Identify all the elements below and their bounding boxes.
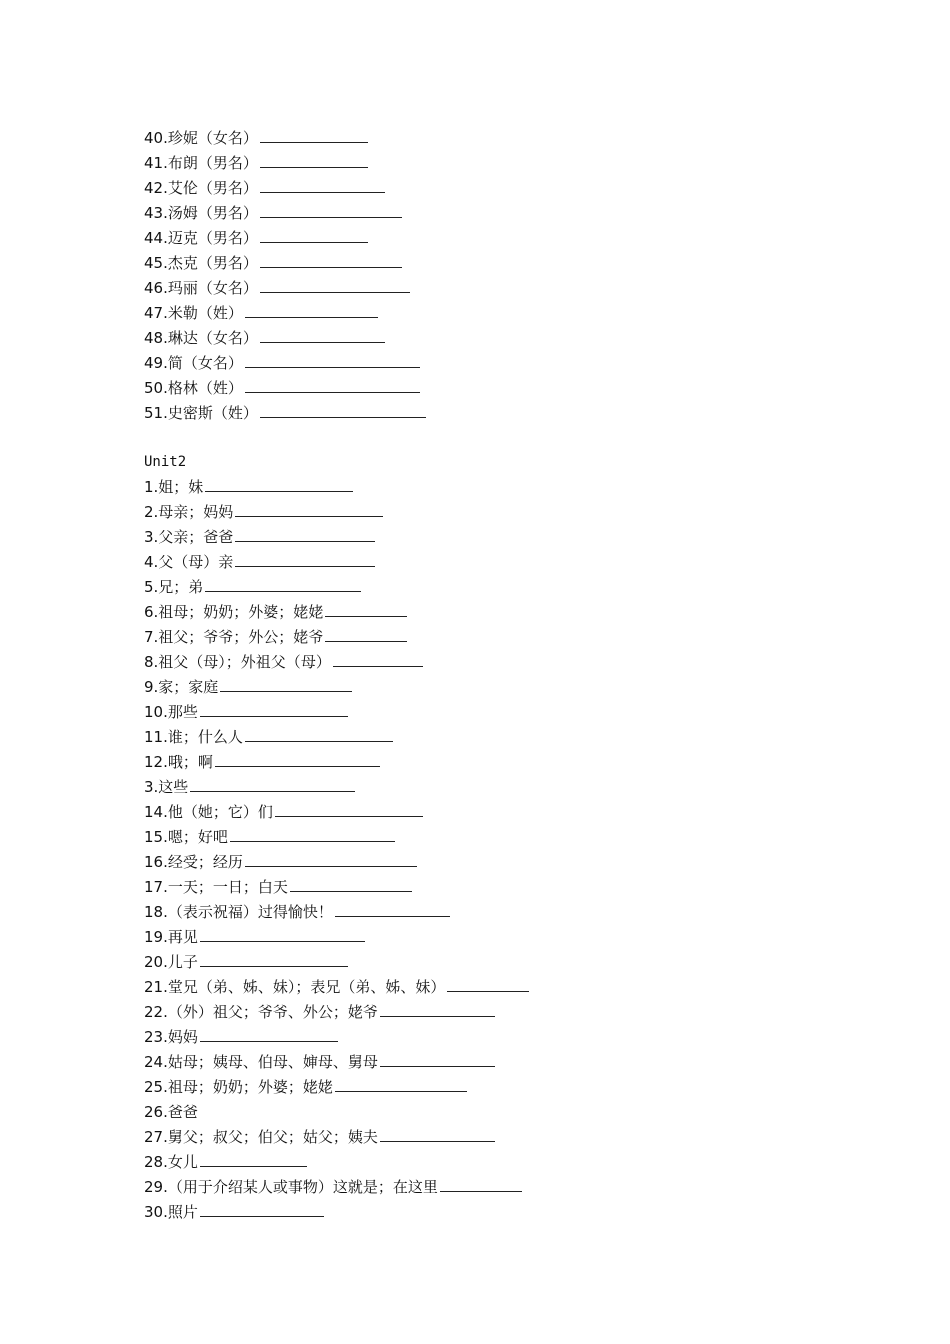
vocab-item bbox=[144, 151, 844, 176]
vocab-prompt: 30.照片 bbox=[144, 1203, 198, 1221]
vocab-item bbox=[144, 1025, 844, 1050]
vocab-prompt: 48.琳达（女名） bbox=[144, 329, 258, 347]
vocab-prompt: 7.祖父；爷爷；外公；姥爷 bbox=[144, 628, 324, 646]
vocab-item bbox=[144, 326, 844, 351]
vocab-prompt: 44.迈克（男名） bbox=[144, 229, 258, 247]
answer-blank[interactable] bbox=[260, 228, 368, 243]
vocab-prompt: 26.爸爸 bbox=[144, 1103, 198, 1121]
vocab-item bbox=[144, 725, 844, 750]
vocab-prompt: 2.母亲；妈妈 bbox=[144, 503, 234, 521]
vocab-prompt: 23.妈妈 bbox=[144, 1028, 198, 1046]
vocab-item bbox=[144, 1125, 844, 1150]
vocab-prompt: 8.祖父（母）；外祖父（母） bbox=[144, 653, 331, 671]
answer-blank[interactable] bbox=[260, 278, 410, 293]
vocab-prompt: 25.祖母；奶奶；外婆；姥姥 bbox=[144, 1078, 333, 1096]
vocab-prompt: 45.杰克（男名） bbox=[144, 254, 258, 272]
vocab-prompt: 14.他（她；它）们 bbox=[144, 803, 273, 821]
vocab-prompt: 16.经受；经历 bbox=[144, 853, 243, 871]
vocab-item bbox=[144, 351, 844, 376]
vocab-item bbox=[144, 525, 844, 550]
answer-blank[interactable] bbox=[235, 502, 383, 517]
answer-blank[interactable] bbox=[230, 827, 395, 842]
vocab-item bbox=[144, 301, 844, 326]
vocab-prompt: 49.简（女名） bbox=[144, 354, 243, 372]
vocab-item bbox=[144, 625, 844, 650]
answer-blank[interactable] bbox=[335, 902, 450, 917]
vocab-prompt: 10.那些 bbox=[144, 703, 198, 721]
vocab-item bbox=[144, 500, 844, 525]
vocab-item bbox=[144, 875, 844, 900]
answer-blank[interactable] bbox=[235, 527, 375, 542]
vocab-item bbox=[144, 376, 844, 401]
answer-blank[interactable] bbox=[275, 802, 423, 817]
vocab-item bbox=[144, 401, 844, 426]
vocab-item bbox=[144, 825, 844, 850]
vocab-item bbox=[144, 800, 844, 825]
vocab-item bbox=[144, 775, 844, 800]
vocab-prompt: 41.布朗（男名） bbox=[144, 154, 258, 172]
answer-blank[interactable] bbox=[200, 1152, 307, 1167]
vocab-prompt: 3.这些 bbox=[144, 778, 189, 796]
answer-blank[interactable] bbox=[290, 877, 412, 892]
vocab-list-names bbox=[144, 126, 844, 426]
vocab-item bbox=[144, 650, 844, 675]
answer-blank[interactable] bbox=[380, 1052, 495, 1067]
answer-blank[interactable] bbox=[205, 477, 353, 492]
answer-blank[interactable] bbox=[325, 602, 407, 617]
answer-blank[interactable] bbox=[260, 328, 385, 343]
vocab-item bbox=[144, 975, 844, 1000]
answer-blank[interactable] bbox=[200, 952, 348, 967]
vocab-item bbox=[144, 575, 844, 600]
answer-blank[interactable] bbox=[200, 1027, 338, 1042]
vocab-item bbox=[144, 1075, 844, 1100]
answer-blank[interactable] bbox=[245, 353, 420, 368]
answer-blank[interactable] bbox=[380, 1002, 495, 1017]
worksheet bbox=[144, 126, 844, 1225]
answer-blank[interactable] bbox=[447, 977, 529, 992]
vocab-item bbox=[144, 475, 844, 500]
answer-blank[interactable] bbox=[260, 128, 368, 143]
vocab-prompt: 24.姑母；姨母、伯母、婶母、舅母 bbox=[144, 1053, 378, 1071]
vocab-item bbox=[144, 700, 844, 725]
answer-blank[interactable] bbox=[245, 303, 378, 318]
vocab-prompt: 15.嗯；好吧 bbox=[144, 828, 228, 846]
answer-blank[interactable] bbox=[215, 752, 380, 767]
vocab-prompt: 17.一天；一日；白天 bbox=[144, 878, 288, 896]
vocab-prompt: 40.珍妮（女名） bbox=[144, 129, 258, 147]
vocab-item bbox=[144, 850, 844, 875]
vocab-prompt: 9.家；家庭 bbox=[144, 678, 219, 696]
vocab-item bbox=[144, 675, 844, 700]
vocab-prompt: 50.格林（姓） bbox=[144, 379, 243, 397]
answer-blank[interactable] bbox=[245, 378, 420, 393]
vocab-item bbox=[144, 925, 844, 950]
vocab-item bbox=[144, 276, 844, 301]
vocab-prompt: 11.谁；什么人 bbox=[144, 728, 243, 746]
answer-blank[interactable] bbox=[200, 702, 348, 717]
answer-blank[interactable] bbox=[260, 253, 402, 268]
vocab-list-unit2 bbox=[144, 475, 844, 1225]
vocab-item bbox=[144, 1000, 844, 1025]
answer-blank[interactable] bbox=[245, 852, 417, 867]
vocab-item bbox=[144, 226, 844, 251]
answer-blank[interactable] bbox=[260, 178, 385, 193]
vocab-prompt: 1.姐；妹 bbox=[144, 478, 204, 496]
vocab-prompt: 4.父（母）亲 bbox=[144, 553, 234, 571]
vocab-item bbox=[144, 950, 844, 975]
unit-heading: Unit2 bbox=[144, 454, 187, 470]
vocab-prompt: 19.再见 bbox=[144, 928, 198, 946]
vocab-prompt: 20.儿子 bbox=[144, 953, 198, 971]
vocab-prompt: 28.女儿 bbox=[144, 1153, 198, 1171]
vocab-prompt: 21.堂兄（弟、姊、妹）；表兄（弟、姊、妹） bbox=[144, 978, 446, 996]
answer-blank[interactable] bbox=[260, 403, 426, 418]
vocab-item bbox=[144, 1050, 844, 1075]
vocab-prompt: 29.（用于介绍某人或事物）这就是；在这里 bbox=[144, 1178, 438, 1196]
vocab-prompt: 3.父亲；爸爸 bbox=[144, 528, 234, 546]
vocab-item bbox=[144, 750, 844, 775]
vocab-prompt: 5.兄；弟 bbox=[144, 578, 204, 596]
vocab-prompt: 42.艾伦（男名） bbox=[144, 179, 258, 197]
vocab-item bbox=[144, 1200, 844, 1225]
answer-blank[interactable] bbox=[200, 1202, 324, 1217]
vocab-item bbox=[144, 201, 844, 226]
vocab-item bbox=[144, 1150, 844, 1175]
vocab-item bbox=[144, 126, 844, 151]
answer-blank[interactable] bbox=[335, 1077, 467, 1092]
vocab-item bbox=[144, 1100, 844, 1125]
answer-blank[interactable] bbox=[205, 577, 361, 592]
vocab-item bbox=[144, 251, 844, 276]
vocab-item bbox=[144, 600, 844, 625]
vocab-item bbox=[144, 550, 844, 575]
vocab-prompt: 6.祖母；奶奶；外婆；姥姥 bbox=[144, 603, 324, 621]
answer-blank[interactable] bbox=[245, 727, 393, 742]
vocab-prompt: 46.玛丽（女名） bbox=[144, 279, 258, 297]
vocab-prompt: 47.米勒（姓） bbox=[144, 304, 243, 322]
vocab-prompt: 27.舅父；叔父；伯父；姑父；姨夫 bbox=[144, 1128, 378, 1146]
answer-blank[interactable] bbox=[220, 677, 352, 692]
vocab-item bbox=[144, 1175, 844, 1200]
section-gap bbox=[144, 426, 844, 450]
vocab-prompt: 18.（表示祝福）过得愉快！ bbox=[144, 903, 333, 921]
vocab-prompt: 22.（外）祖父；爷爷、外公；姥爷 bbox=[144, 1003, 378, 1021]
answer-blank[interactable] bbox=[325, 627, 407, 642]
answer-blank[interactable] bbox=[260, 203, 402, 218]
answer-blank[interactable] bbox=[260, 153, 368, 168]
answer-blank[interactable] bbox=[380, 1127, 495, 1142]
vocab-item bbox=[144, 176, 844, 201]
answer-blank[interactable] bbox=[440, 1177, 522, 1192]
answer-blank[interactable] bbox=[190, 777, 355, 792]
answer-blank[interactable] bbox=[200, 927, 365, 942]
vocab-prompt: 43.汤姆（男名） bbox=[144, 204, 258, 222]
answer-blank[interactable] bbox=[235, 552, 375, 567]
vocab-prompt: 51.史密斯（姓） bbox=[144, 404, 258, 422]
answer-blank[interactable] bbox=[333, 652, 423, 667]
vocab-prompt: 12.哦；啊 bbox=[144, 753, 213, 771]
vocab-item bbox=[144, 900, 844, 925]
